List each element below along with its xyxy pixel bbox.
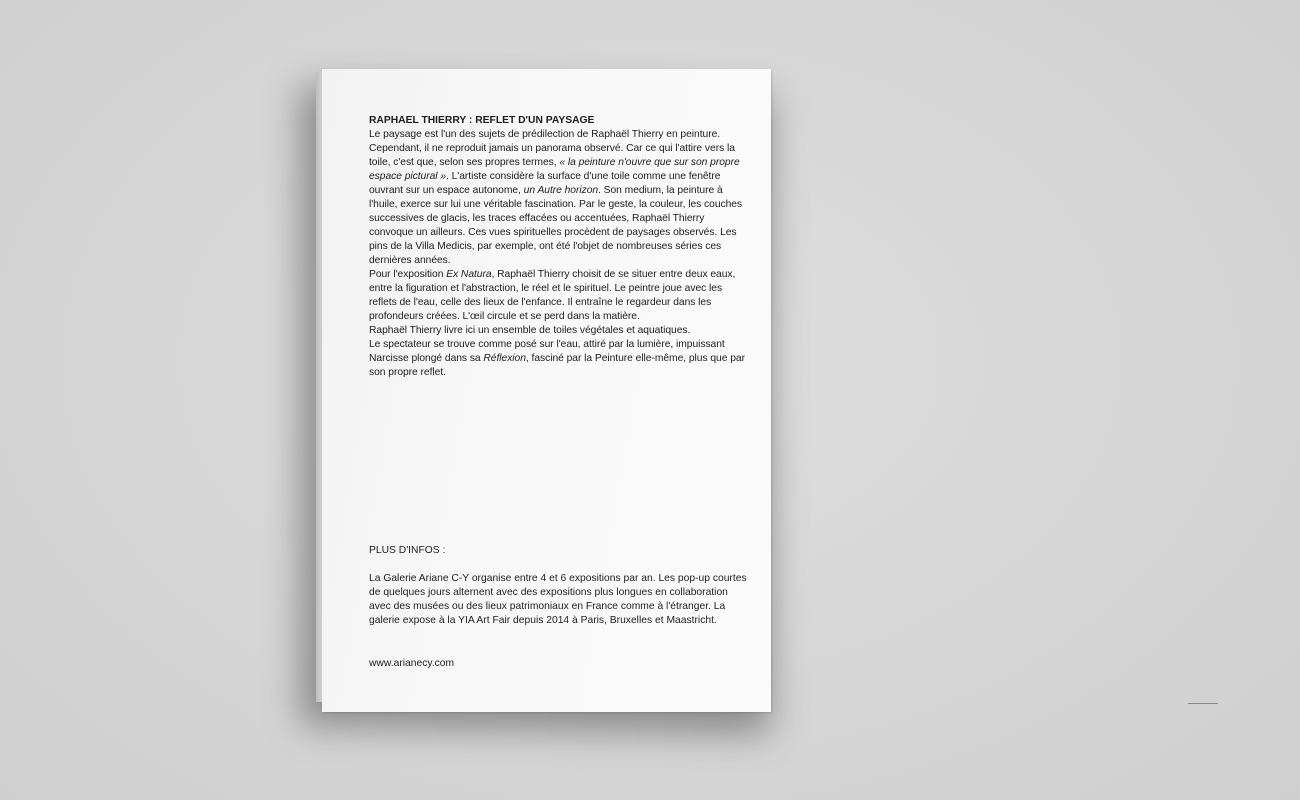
- emphasis-text: Réflexion: [483, 353, 526, 364]
- paragraph-spectator: [369, 338, 745, 380]
- document-title: RAPHAEL THIERRY : REFLET D'UN PAYSAGE: [369, 115, 595, 126]
- paragraph-text: Pour l'exposition: [369, 269, 447, 280]
- paragraph-text: Le spectateur se trouve comme posé sur l'eau, attiré par la lumière, impuissant Narcisse plongé dans sa: [369, 339, 725, 364]
- emphasis-text: un Autre horizon: [523, 185, 599, 196]
- quote-text: « la peinture n'ouvre que sur son propre espace pictural »: [369, 157, 740, 182]
- paragraph-text: Le paysage est l'un des sujets de prédilection de Raphaël Thierry en peinture. Cependant, il ne reproduit jamais un panorama observé. Car ce qui l'attire vers la toile, c'est que, selon ses propres termes,: [369, 129, 735, 168]
- info-heading: PLUS D'INFOS :: [369, 545, 446, 556]
- paragraph-landscape: [369, 128, 745, 268]
- website-link[interactable]: www.arianecy.com: [369, 658, 455, 669]
- paragraph-text: , fasciné par la Peinture elle-même, plus que par son propre reflet.: [369, 353, 745, 378]
- divider-mark: [1188, 703, 1218, 704]
- exhibition-name: Ex Natura: [446, 269, 492, 280]
- printed-card: [322, 69, 771, 712]
- gallery-info-paragraph: La Galerie Ariane C-Y organise entre 4 et 6 expositions par an. Les pop-up courtes de quelques jours alternent avec des expositions plus longues en collaboration avec des musées ou des lieux patrimoniaux en France comme à l'étranger. La galerie expose à la YIA Art Fair depuis 2014 à Paris, Bruxelles et Maastricht.: [369, 573, 747, 626]
- paragraph-text: . Son medium, la peinture à l'huile, exerce sur lui une véritable fascination. Par le geste, la couleur, les couches successives de glacis, les traces effacées ou accentuées, Raphaël Thierry convoque un ailleurs. Ces vues spirituelles procèdent de paysages observés. Les pins de la Villa Medicis, par exemple, ont été l'objet de nombreuses séries ces dernières années.: [369, 185, 743, 266]
- paragraph-text: , Raphaël Thierry choisit de se situer entre deux eaux, entre la figuration et l'abstraction, le réel et le spirituel. Le peintre joue avec les reflets de l'eau, celle des lieux de l'enfance. Il entraîne le regardeur dans les profondeurs créées. L'œil circule et se perd dans la matière.: [369, 269, 736, 322]
- paragraph-text: . L'artiste considère la surface d'une toile comme une fenêtre ouvrant sur un espace autonome,: [369, 171, 721, 196]
- paragraph-works: Raphaël Thierry livre ici un ensemble de toiles végétales et aquatiques.: [369, 325, 691, 336]
- paragraph-exhibition: [369, 268, 745, 324]
